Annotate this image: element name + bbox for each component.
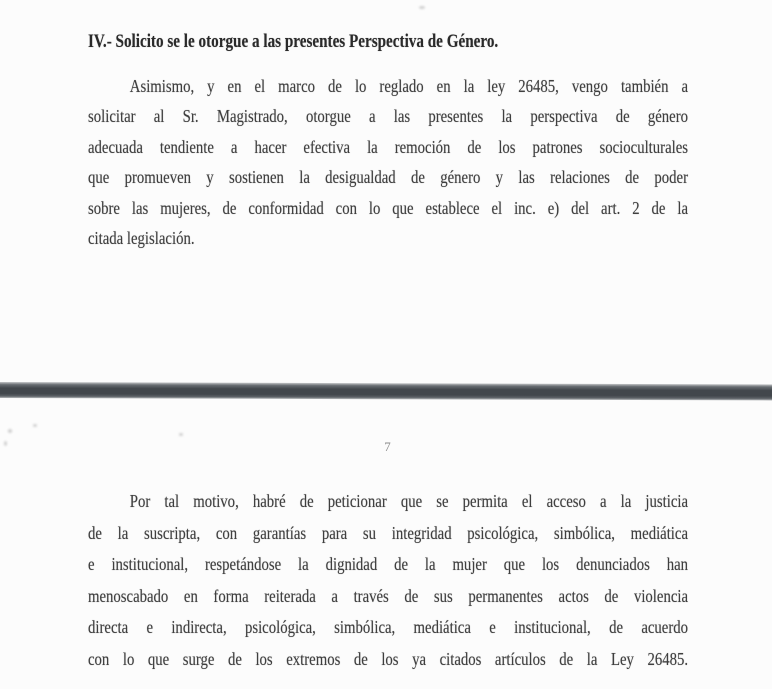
paragraph-line: Asimismo, y en el marco de lo reglado en la ley 26485, vengo también a [129,76,689,96]
paragraph-line: con lo que surge de los extremos de los ya citados artículos de la Ley 26485. [88,648,689,669]
paragraph-line: menoscabado en forma reiterada a través de sus permanentes actos de violencia [88,585,689,606]
page-number: 7 [384,439,392,454]
section-heading: IV.- Solicito se le otorgue a las presentes Perspectiva de Género. [88,32,499,52]
paragraph-line: sobre las mujeres, de conformidad con lo que establece el inc. e) del art. 2 de la [88,197,689,218]
paragraph-line: de la suscripta, con garantías para su integridad psicológica, simbólica, mediática [88,522,689,543]
paragraph-line: que promueven y sostienen la desigualdad de género y las relaciones de poder [88,167,689,188]
page-bottom-paragraph [88,486,688,675]
page-top-paragraph [88,71,688,253]
scan-artifact [4,441,7,446]
paragraph-line: Por tal motivo, habré de peticionar que se permita el acceso a la justicia [129,491,689,511]
paragraph-line: e institucional, respetándose la dignidad de la mujer que los denunciados han [88,554,689,574]
scan-artifact [419,6,425,9]
page-separator-bar [0,382,772,400]
paragraph-line: adecuada tendiente a hacer efectiva la remoción de los patrones socioculturales [88,136,689,157]
scan-artifact [179,433,183,436]
paragraph-line: directa e indirecta, psicológica, simbólica, mediática e institucional, de acuerdo [88,617,689,637]
scan-artifact [8,429,12,433]
paragraph-line: citada legislación. [88,228,195,249]
scan-artifact [33,424,37,427]
paragraph-line: solicitar al Sr. Magistrado, otorgue a las presentes la perspectiva de género [88,106,689,127]
page-top-content [88,30,688,54]
